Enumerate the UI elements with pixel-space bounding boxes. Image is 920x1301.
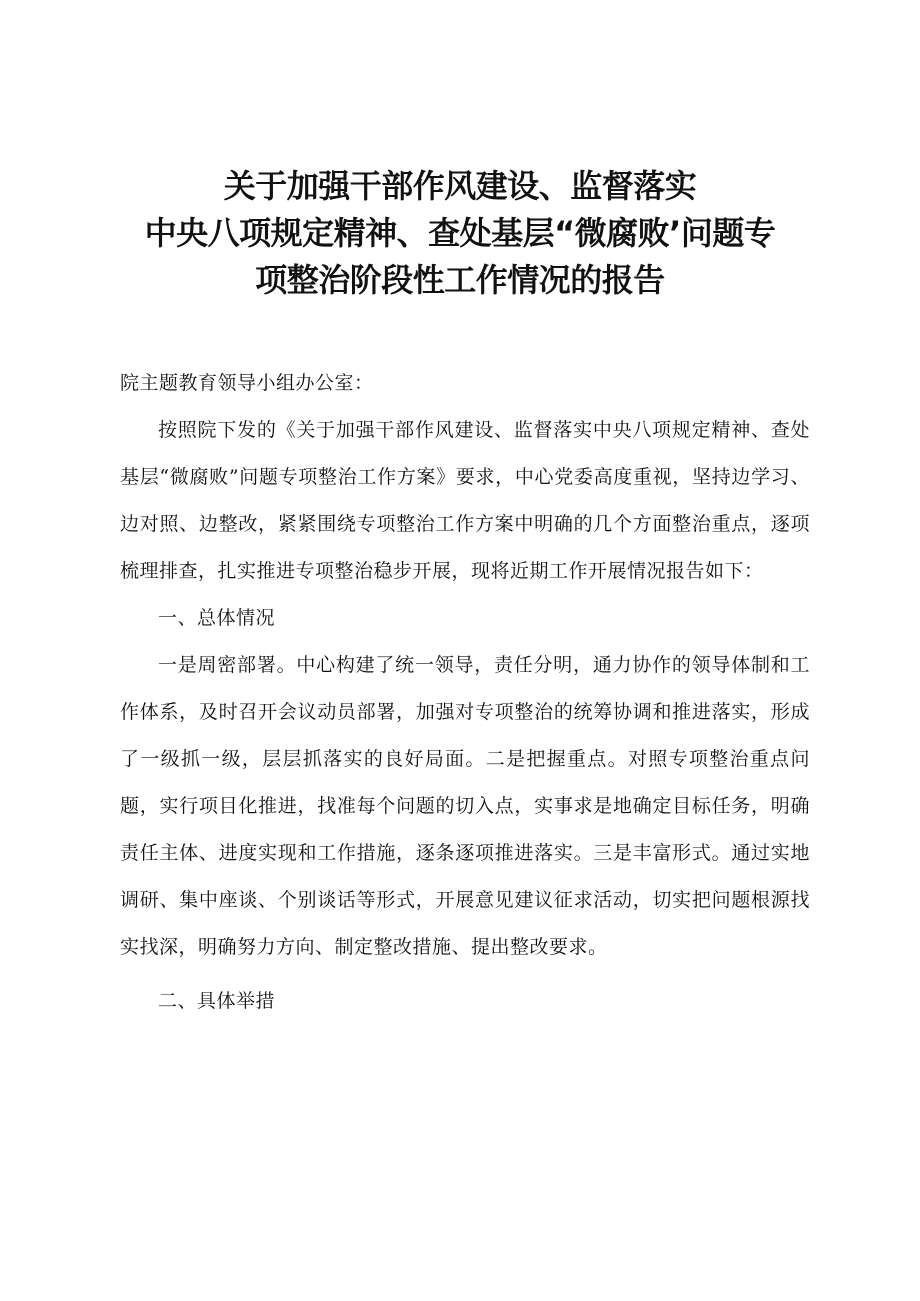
title-line-2: 中央八项规定精神、查处基层“微腐败’问题专 bbox=[144, 214, 776, 252]
salutation: 院主题教育领导小组办公室： bbox=[120, 372, 374, 394]
section-heading-overview: 一、总体情况 bbox=[158, 607, 276, 629]
document-body bbox=[120, 360, 810, 1025]
overview-paragraph: 一是周密部署。中心构建了统一领导，责任分明，通力协作的领导体制和工作体系，及时召开会议动员部署，加强对专项整治的统筹协调和推进落实，形成了一级抓一级，层层抓落实的良好局面。二是把握重点。对照专项整治重点问题，实行项目化推进，找准每个问题的切入点，实事求是地确定目标任务，明确责任主体、进度实现和工作措施，逐条逐项推进落实。三是丰富形式。通过实地调研、集中座谈、个别谈话等形式，开展意见建议征求活动，切实把问题根源找实找深，明确努力方向、制定整改措施、提出整改要求。 bbox=[120, 654, 810, 958]
intro-paragraph: 按照院下发的《关于加强干部作风建设、监督落实中央八项规定精神、查处基层“微腐败”问题专项整治工作方案》要求，中心党委高度重视，坚持边学习、边对照、边整改，紧紧围绕专项整治工作方案中明确的几个方面整治重点，逐项梳理排查，扎实推进专项整治稳步开展，现将近期工作开展情况报告如下： bbox=[120, 419, 810, 582]
section-heading-measures: 二、具体举措 bbox=[158, 990, 276, 1012]
title-line-3: 项整治阶段性工作情况的报告 bbox=[255, 261, 665, 299]
title-line-1: 关于加强干部作风建设、监督落实 bbox=[223, 167, 697, 205]
document-title bbox=[120, 163, 800, 304]
